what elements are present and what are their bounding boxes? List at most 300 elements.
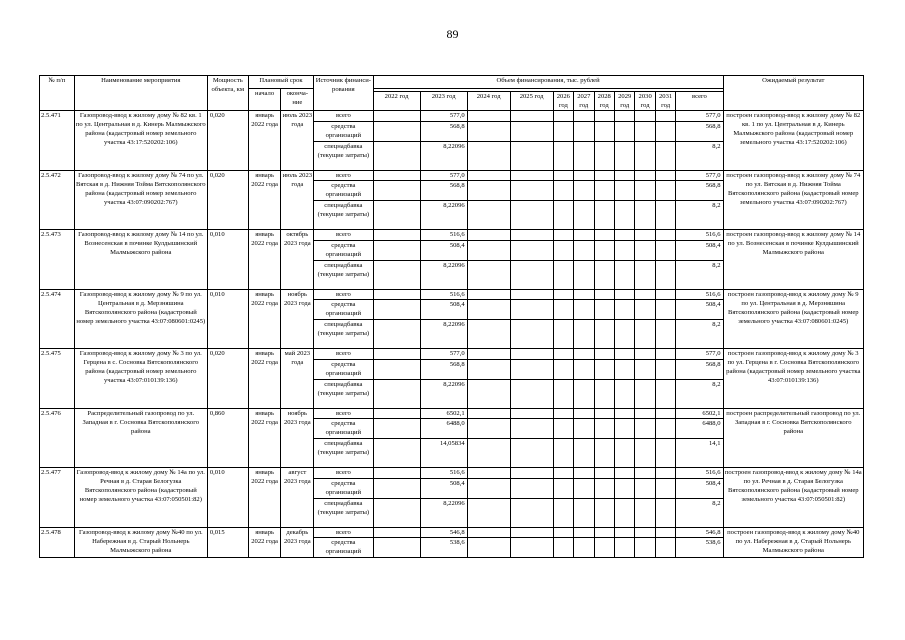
amount-y2027 [574,408,594,419]
funding-table [39,75,864,558]
amount-y2030 [635,379,655,408]
amount-y2024 [467,320,510,349]
amount-y2031 [655,359,675,379]
amount-y2028 [594,181,614,201]
amount-y2024 [467,170,510,181]
amount-y2026 [553,111,573,122]
amount-y2025 [510,320,553,349]
amount-y2026 [553,408,573,419]
amount-y2025 [510,170,553,181]
amount-y2023: 577,0 [420,111,467,122]
amount-y2029 [614,439,634,468]
amount-y2029 [614,538,634,558]
item-name: Газопровод-ввод к жилому дому № 3 по ул. Герцена в с. Сосновка Вятскополянского района (кадастровый номер земельного участка 43:07:010139:136) [74,349,207,409]
amount-y2025 [510,240,553,260]
item-number: 2.5.473 [40,230,75,290]
header-year: 2031 год [655,92,675,111]
amount-y2023: 577,0 [420,170,467,181]
amount-y2029 [614,111,634,122]
table-row [40,527,864,538]
amount-y2024 [467,230,510,241]
header-year: 2024 год [467,92,510,111]
amount-y2024 [467,349,510,360]
amount-y2026 [553,260,573,289]
item-start: январь 2022 года [248,408,281,468]
amount-y2023: 6488,0 [420,419,467,439]
item-name: Газопровод-ввод к жилому дому №40 по ул. Набережная в д. Старый Нольнерь Малмыжского района [74,527,207,558]
amount-y2022 [373,439,420,468]
amount-y2028 [594,478,614,498]
amount-y2025 [510,111,553,122]
amount-y2030 [635,121,655,141]
amount-y2023: 8,22096 [420,201,467,230]
amount-y2029 [614,141,634,170]
amount-total: 516,6 [676,468,723,479]
header-year: 2029 год [614,92,634,111]
header-year: 2026 год [553,92,573,111]
amount-y2030 [635,260,655,289]
item-name: Распределительный газопровод по ул. Западная в г. Сосновка Вятскополянского района [74,408,207,468]
item-source: средства организаций [314,300,373,320]
amount-y2030 [635,527,655,538]
amount-y2024 [467,478,510,498]
amount-y2028 [594,527,614,538]
amount-y2023: 568,8 [420,181,467,201]
item-capacity: 0,020 [207,170,248,230]
amount-y2029 [614,468,634,479]
amount-y2024 [467,498,510,527]
header-year: 2022 год [373,92,420,111]
item-start: январь 2022 года [248,230,281,290]
amount-y2025 [510,359,553,379]
amount-y2026 [553,359,573,379]
amount-y2026 [553,379,573,408]
amount-y2027 [574,141,594,170]
amount-total: 568,8 [676,181,723,201]
table-row [40,468,864,479]
amount-y2027 [574,527,594,538]
amount-y2023: 8,22096 [420,260,467,289]
amount-y2024 [467,260,510,289]
amount-y2029 [614,181,634,201]
amount-total: 508,4 [676,300,723,320]
amount-y2030 [635,230,655,241]
amount-y2023: 516,6 [420,468,467,479]
amount-y2026 [553,478,573,498]
amount-y2027 [574,260,594,289]
item-end: октябрь 2023 года [281,230,314,290]
amount-total: 577,0 [676,349,723,360]
item-source: спецнадбавка (текущие затраты) [314,260,373,289]
table-row [40,230,864,241]
amount-y2031 [655,260,675,289]
amount-y2031 [655,468,675,479]
amount-y2024 [467,240,510,260]
amount-y2026 [553,181,573,201]
amount-y2022 [373,141,420,170]
amount-y2027 [574,300,594,320]
item-start: январь 2022 года [248,349,281,409]
amount-y2022 [373,201,420,230]
table-row [40,170,864,181]
amount-y2023: 8,22096 [420,141,467,170]
amount-y2026 [553,538,573,558]
amount-y2025 [510,289,553,300]
amount-y2031 [655,527,675,538]
amount-y2031 [655,141,675,170]
amount-y2023: 508,4 [420,300,467,320]
amount-y2025 [510,538,553,558]
item-source: средства организаций [314,478,373,498]
item-source: спецнадбавка (текущие затраты) [314,201,373,230]
amount-y2025 [510,478,553,498]
item-end: май 2023 года [281,349,314,409]
item-result: построен газопровод-ввод к жилому дому № 14 по ул. Вознесенская в починке Кулдышинский Малмыжского района [723,230,863,290]
table-row [40,408,864,419]
amount-y2031 [655,349,675,360]
amount-y2031 [655,111,675,122]
item-capacity: 0,020 [207,349,248,409]
item-result: построен газопровод-ввод к жилому дому № 9 по ул. Центральная в д. Мерзняшина Вятскополянского района (кадастровый номер земельного участка 43:07:080601:0245) [723,289,863,349]
amount-y2031 [655,121,675,141]
amount-y2028 [594,408,614,419]
page-number: 89 [446,27,459,41]
amount-y2026 [553,419,573,439]
amount-y2027 [574,289,594,300]
header-year: 2025 год [510,92,553,111]
amount-y2024 [467,419,510,439]
item-result: построен газопровод-ввод к жилому дому № 82 кв. 1 по ул. Центральная в д. Кинерь Малмыжского района (кадастровый номер земельного участка 43:17:520202:106) [723,111,863,171]
amount-y2025 [510,379,553,408]
amount-y2028 [594,320,614,349]
amount-y2025 [510,468,553,479]
amount-y2027 [574,439,594,468]
item-name: Газопровод-ввод к жилому дому № 14а по ул. Речная в д. Старая Белогузка Вятскополянского района (кадастровый номер земельного участка 43:07:050501:82) [74,468,207,528]
table-row [40,111,864,122]
item-result: построен газопровод-ввод к жилому дому № 74 по ул. Вятская в д. Нижняя Тойма Вятскополянского района (кадастровый номер земельного участка 43:07:090202:767) [723,170,863,230]
amount-y2022 [373,468,420,479]
amount-y2023: 516,6 [420,289,467,300]
amount-y2026 [553,289,573,300]
amount-y2029 [614,349,634,360]
item-result: построен газопровод-ввод к жилому дому № 3 по ул. Герцена в г. Сосновка Вятскополянского района (кадастровый номер земельного участка 43:07:010139:136) [723,349,863,409]
item-start: январь 2022 года [248,289,281,349]
amount-y2030 [635,141,655,170]
item-end: ноябрь 2023 года [281,408,314,468]
amount-y2026 [553,201,573,230]
item-end: август 2023 года [281,468,314,528]
amount-y2022 [373,408,420,419]
amount-y2029 [614,201,634,230]
amount-y2025 [510,141,553,170]
item-source: средства организаций [314,121,373,141]
amount-y2022 [373,289,420,300]
amount-y2028 [594,170,614,181]
amount-y2030 [635,478,655,498]
amount-y2030 [635,498,655,527]
item-capacity: 0,020 [207,111,248,171]
amount-y2030 [635,349,655,360]
item-start: январь 2022 года [248,170,281,230]
amount-y2031 [655,230,675,241]
item-start: январь 2022 года [248,527,281,558]
amount-y2022 [373,419,420,439]
amount-y2024 [467,379,510,408]
amount-y2030 [635,201,655,230]
amount-total: 577,0 [676,170,723,181]
amount-y2023: 568,8 [420,359,467,379]
item-end: ноябрь 2023 года [281,289,314,349]
amount-y2023: 516,6 [420,230,467,241]
amount-y2031 [655,408,675,419]
amount-y2023: 538,6 [420,538,467,558]
amount-y2025 [510,260,553,289]
item-source: средства организаций [314,419,373,439]
amount-y2031 [655,201,675,230]
amount-total: 538,6 [676,538,723,558]
amount-y2026 [553,439,573,468]
amount-total: 8,2 [676,260,723,289]
amount-y2025 [510,419,553,439]
amount-total: 508,4 [676,478,723,498]
item-source: спецнадбавка (текущие затраты) [314,439,373,468]
amount-y2030 [635,468,655,479]
amount-y2031 [655,538,675,558]
item-source: средства организаций [314,359,373,379]
amount-y2030 [635,408,655,419]
amount-y2027 [574,419,594,439]
item-result: построен газопровод-ввод к жилому дому № 14а по ул. Речная в д. Старая Белогузка Вятскополянского района (кадастровый номер земельного участка 43:07:050501:82) [723,468,863,528]
amount-y2031 [655,478,675,498]
amount-y2031 [655,289,675,300]
amount-y2030 [635,359,655,379]
amount-y2027 [574,201,594,230]
amount-y2030 [635,320,655,349]
header-year: всего [676,92,723,111]
amount-total: 546,8 [676,527,723,538]
amount-y2026 [553,170,573,181]
amount-y2028 [594,419,614,439]
amount-y2028 [594,498,614,527]
amount-y2024 [467,289,510,300]
amount-total: 8,2 [676,498,723,527]
amount-y2022 [373,379,420,408]
amount-y2028 [594,141,614,170]
amount-y2025 [510,439,553,468]
amount-y2027 [574,170,594,181]
amount-y2031 [655,419,675,439]
amount-y2022 [373,121,420,141]
amount-y2024 [467,538,510,558]
amount-y2027 [574,379,594,408]
amount-y2030 [635,300,655,320]
amount-y2026 [553,498,573,527]
amount-total: 516,6 [676,289,723,300]
amount-y2031 [655,300,675,320]
amount-y2026 [553,141,573,170]
item-number: 2.5.476 [40,408,75,468]
amount-y2028 [594,439,614,468]
item-number: 2.5.474 [40,289,75,349]
amount-y2027 [574,320,594,349]
item-source: всего [314,230,373,241]
amount-y2023: 546,8 [420,527,467,538]
header-name: Наименование мероприятия [74,76,207,111]
amount-y2026 [553,121,573,141]
amount-y2027 [574,498,594,527]
amount-y2031 [655,240,675,260]
amount-y2028 [594,349,614,360]
item-source: всего [314,170,373,181]
amount-y2030 [635,289,655,300]
item-source: всего [314,408,373,419]
item-result: построен газопровод-ввод к жилому дому №40 по ул. Набережная в д. Старый Нольнерь Малмыжского района [723,527,863,558]
amount-y2022 [373,111,420,122]
amount-y2025 [510,527,553,538]
amount-y2022 [373,260,420,289]
amount-y2024 [467,111,510,122]
amount-y2029 [614,359,634,379]
amount-y2028 [594,260,614,289]
amount-y2029 [614,260,634,289]
amount-y2029 [614,527,634,538]
amount-y2024 [467,408,510,419]
amount-total: 14,1 [676,439,723,468]
amount-y2023: 8,22096 [420,320,467,349]
amount-y2031 [655,170,675,181]
amount-total: 8,2 [676,320,723,349]
amount-y2022 [373,478,420,498]
item-name: Газопровод-ввод к жилому дому № 74 по ул. Вятская в д. Нижняя Тойма Вятскополянского района (кадастровый номер земельного участка 43:07:090202:767) [74,170,207,230]
amount-y2028 [594,359,614,379]
amount-y2026 [553,527,573,538]
amount-total: 6502,1 [676,408,723,419]
amount-y2027 [574,468,594,479]
amount-y2027 [574,359,594,379]
amount-y2027 [574,121,594,141]
amount-y2026 [553,468,573,479]
amount-y2026 [553,300,573,320]
amount-y2022 [373,230,420,241]
amount-y2025 [510,121,553,141]
item-end: декабрь 2023 года [281,527,314,558]
amount-y2031 [655,181,675,201]
item-number: 2.5.472 [40,170,75,230]
amount-y2027 [574,181,594,201]
amount-y2024 [467,468,510,479]
amount-y2029 [614,408,634,419]
amount-y2023: 577,0 [420,349,467,360]
item-capacity: 0,010 [207,230,248,290]
item-source: средства организаций [314,538,373,558]
amount-y2029 [614,320,634,349]
item-source: спецнадбавка (текущие затраты) [314,141,373,170]
amount-y2028 [594,111,614,122]
item-end: июль 2023 года [281,111,314,171]
amount-y2031 [655,379,675,408]
item-end: июль 2023 года [281,170,314,230]
amount-y2028 [594,468,614,479]
amount-y2024 [467,121,510,141]
amount-y2029 [614,478,634,498]
amount-y2025 [510,181,553,201]
item-result: построен распределительный газопровод по ул. Западная в г. Сосновка Вятскополянского района [723,408,863,468]
amount-y2030 [635,439,655,468]
amount-y2026 [553,349,573,360]
amount-y2029 [614,419,634,439]
amount-y2028 [594,240,614,260]
header-source: Источник финанси-рования [314,76,373,111]
amount-total: 8,2 [676,141,723,170]
item-capacity: 0,010 [207,289,248,349]
amount-y2023: 6502,1 [420,408,467,419]
amount-y2027 [574,111,594,122]
amount-y2028 [594,201,614,230]
item-source: спецнадбавка (текущие затраты) [314,498,373,527]
amount-y2023: 14,05834 [420,439,467,468]
amount-y2030 [635,538,655,558]
amount-total: 6488,0 [676,419,723,439]
item-source: всего [314,111,373,122]
amount-y2022 [373,320,420,349]
header-num: № п/п [40,76,75,111]
amount-y2025 [510,349,553,360]
amount-y2029 [614,379,634,408]
amount-y2031 [655,320,675,349]
item-name: Газопровод-ввод к жилому дому № 9 по ул. Центральная в д. Мерзняшина Вятскополянского района (кадастровый номер земельного участка 43:07:080601:0245) [74,289,207,349]
amount-y2031 [655,498,675,527]
amount-y2025 [510,300,553,320]
item-source: средства организаций [314,240,373,260]
amount-y2024 [467,201,510,230]
amount-y2025 [510,408,553,419]
table-row [40,289,864,300]
amount-y2022 [373,349,420,360]
item-capacity: 0,015 [207,527,248,558]
amount-y2022 [373,538,420,558]
amount-y2030 [635,170,655,181]
amount-y2029 [614,289,634,300]
amount-y2023: 568,8 [420,121,467,141]
item-name: Газопровод-ввод к жилому дому № 14 по ул. Вознесенская в починке Кулдышинский Малмыжского района [74,230,207,290]
header-start: начало [248,89,281,111]
item-name: Газопровод-ввод к жилому дому № 82 кв. 1 по ул. Центральная в д. Кинерь Малмыжского района (кадастровый номер земельного участка 43:17:520202:106) [74,111,207,171]
amount-y2029 [614,240,634,260]
amount-y2022 [373,181,420,201]
amount-y2022 [373,527,420,538]
amount-total: 508,4 [676,240,723,260]
amount-y2022 [373,498,420,527]
amount-y2027 [574,538,594,558]
amount-y2028 [594,289,614,300]
amount-total: 568,8 [676,121,723,141]
amount-total: 8,2 [676,379,723,408]
amount-y2026 [553,240,573,260]
item-number: 2.5.471 [40,111,75,171]
amount-y2026 [553,320,573,349]
item-number: 2.5.478 [40,527,75,558]
amount-y2028 [594,538,614,558]
item-source: всего [314,349,373,360]
amount-y2030 [635,111,655,122]
amount-y2022 [373,240,420,260]
header-year: 2028 год [594,92,614,111]
amount-y2030 [635,181,655,201]
amount-y2029 [614,121,634,141]
amount-y2029 [614,300,634,320]
amount-total: 8,2 [676,201,723,230]
header-funding: Объем финансирования, тыс. рублей [373,76,723,89]
